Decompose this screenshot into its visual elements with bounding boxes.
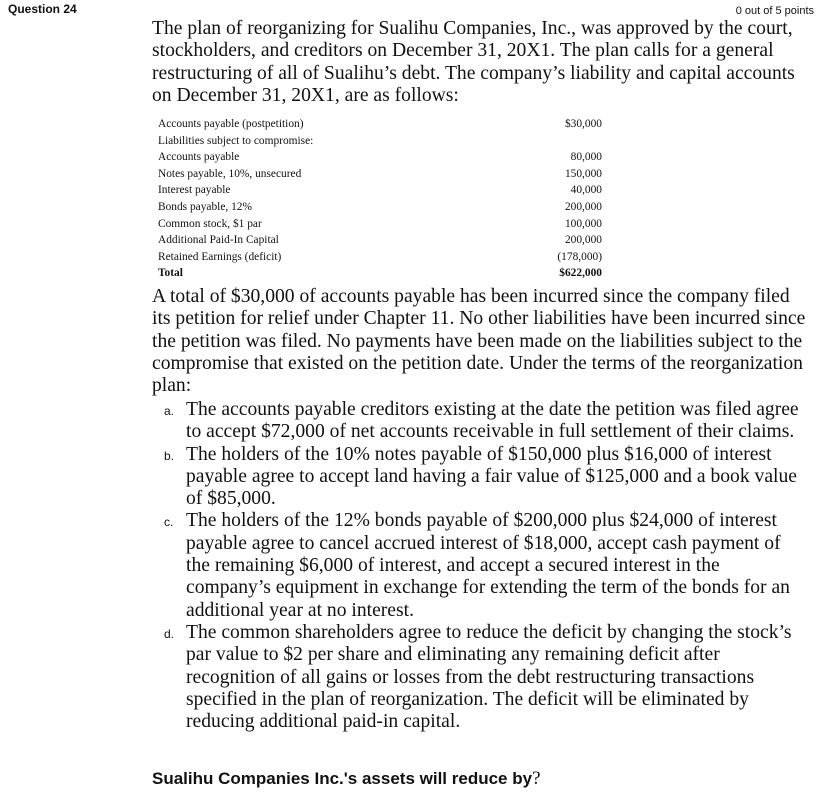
account-amount: (178,000) [557, 250, 602, 263]
account-name: Interest payable [158, 184, 231, 197]
accounts-table [156, 116, 602, 282]
question-number: Question 24 [8, 2, 77, 16]
account-name: Liabilities subject to compromise: [158, 134, 314, 147]
total-amount: $622,000 [559, 267, 602, 280]
account-name: Accounts payable [158, 151, 240, 164]
account-name: Additional Paid-In Capital [158, 234, 279, 247]
account-name: Retained Earnings (deficit) [158, 250, 282, 263]
list-item [164, 622, 800, 733]
table-row [156, 166, 602, 183]
table-row [156, 133, 602, 150]
term-text: The accounts payable creditors existing at the date the petition was filed agree to accept $72,000 of net accounts receivable in full settlement of their claims. [186, 399, 799, 443]
prompt-question-mark: ? [532, 768, 541, 789]
account-amount: 100,000 [564, 217, 602, 230]
table-row [156, 116, 602, 133]
total-row [156, 265, 602, 282]
account-amount: 40,000 [570, 184, 602, 197]
context-paragraph: A total of $30,000 of accounts payable has been incurred since the company filed its petition for relief under Chapter 11. No other liabilities have been incurred since the petition was filed. No payments have been made on the liabilities subject to the compromise that existed on the petition date. Under the terms of the reorganization plan: [152, 286, 806, 397]
table-row [156, 232, 602, 249]
term-text: The common shareholders agree to reduce the deficit by changing the stock’s par value to $2 per share and eliminating any remaining deficit after recognition of all gains or losses from the debt restructuring transactions specified in the plan of reorganization. The deficit will be eliminated by reducing additional paid-in capital. [186, 621, 792, 733]
account-amount [532, 133, 602, 150]
account-amount: 80,000 [570, 151, 602, 164]
list-marker: c. [164, 515, 174, 530]
account-name: Accounts payable (postpetition) [158, 118, 304, 130]
account-amount: 200,000 [564, 200, 602, 213]
table-row [156, 249, 602, 266]
intro-paragraph: The plan of reorganizing for Sualihu Companies, Inc., was approved by the court, stockholders, and creditors on December 31, 20X1. The plan calls for a general restructuring of all of Sualihu’s debt. The company’s liability and capital accounts on December 31, 20X1, are as follows: [152, 18, 795, 106]
account-amount: $30,000 [564, 118, 602, 130]
list-marker: a. [164, 404, 175, 418]
question-prompt [152, 768, 541, 790]
term-text: The holders of the 10% notes payable of $150,000 plus $16,000 of interest payable agree to accept land having a fair value of $125,000 and a book value of $85,000. [186, 443, 797, 510]
table-row [156, 149, 602, 166]
account-name: Bonds payable, 12% [158, 200, 252, 213]
account-name: Notes payable, 10%, unsecured [158, 167, 302, 180]
plan-terms-list [164, 399, 800, 733]
list-marker: d. [164, 626, 175, 641]
term-text: The holders of the 12% bonds payable of $200,000 plus $24,000 of interest payable agree to cancel accrued interest of $18,000, accept cash payment of the remaining $6,000 of interest, and accept a secured interest in the company’s equipment in exchange for extending the term of the bonds for an additional year at no interest. [186, 510, 790, 621]
account-amount: 150,000 [564, 167, 602, 180]
table-row [156, 199, 602, 216]
list-item [164, 510, 800, 621]
account-name: Common stock, $1 par [158, 217, 262, 230]
prompt-text: Sualihu Companies Inc.'s assets will reduce by [152, 769, 533, 788]
list-item [164, 444, 800, 511]
table-row [156, 216, 602, 233]
table-row [156, 182, 602, 199]
account-amount: 200,000 [564, 234, 602, 247]
total-label: Total [158, 267, 183, 280]
list-item [164, 399, 800, 444]
list-marker: b. [164, 448, 175, 463]
score-label: 0 out of 5 points [735, 5, 814, 17]
